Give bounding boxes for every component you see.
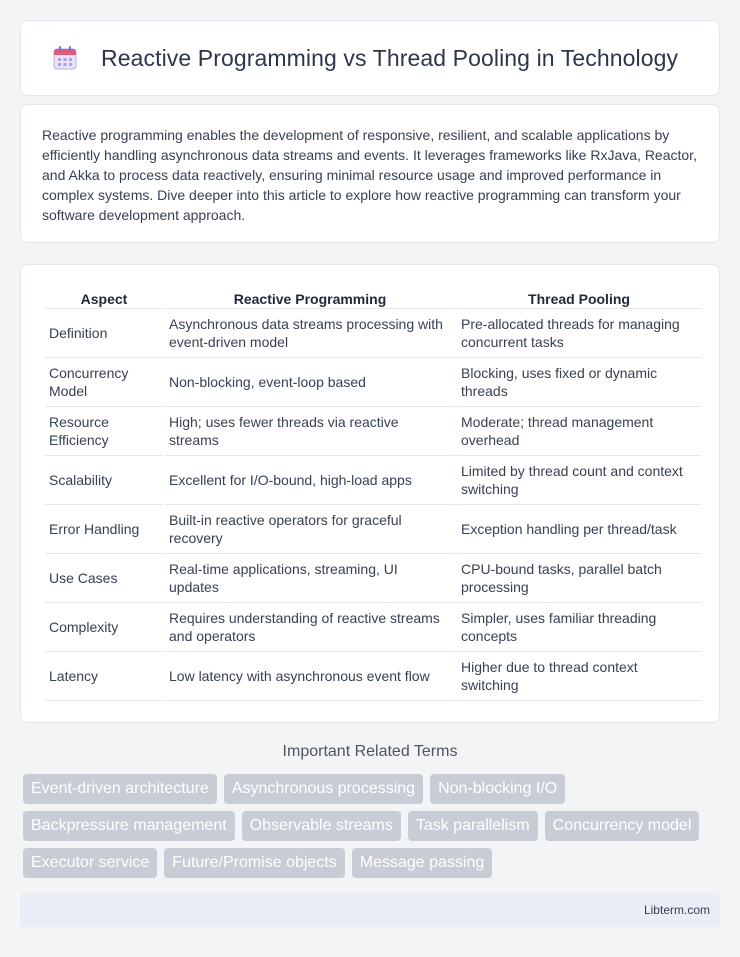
footer-site-link[interactable]: Libterm.com [643, 903, 710, 917]
tag-concurrency-model[interactable]: Concurrency model [545, 811, 700, 841]
table-header-row [45, 285, 701, 309]
tag-executor-service[interactable]: Executor service [23, 848, 157, 878]
table-row [45, 407, 701, 456]
header-thread-pooling: Thread Pooling [457, 285, 701, 309]
table-row [45, 603, 701, 652]
tag-row [23, 811, 723, 841]
tag-backpressure-management[interactable]: Backpressure management [23, 811, 235, 841]
header-reactive-programming: Reactive Programming [165, 285, 455, 309]
table-row [45, 456, 701, 505]
aspect-cell: Scalability [45, 456, 163, 505]
table-row [45, 309, 701, 358]
thread-pool-cell: Moderate; thread management overhead [457, 407, 701, 456]
header-aspect: Aspect [45, 285, 163, 309]
aspect-cell: Use Cases [45, 554, 163, 603]
aspect-cell: Definition [45, 309, 163, 358]
footer [20, 893, 720, 927]
reactive-cell: Low latency with asynchronous event flow [165, 652, 455, 701]
intro-text: Reactive programming enables the development of responsive, resilient, and scalable applications by efficiently handling asynchronous data streams and events. It leverages frameworks like RxJava, Reactor, and Akka to process data reactively, ensuring minimal resource usage and improved performance in complex systems. Dive deeper into this article to explore how reactive programming can transform your software development approach. [42, 127, 697, 223]
aspect-cell: Resource Efficiency [45, 407, 163, 456]
tag-row [23, 848, 723, 878]
tag-task-parallelism[interactable]: Task parallelism [408, 811, 538, 841]
aspect-cell: Complexity [45, 603, 163, 652]
thread-pool-cell: Exception handling per thread/task [457, 505, 701, 554]
calendar-icon [51, 44, 79, 72]
page-title: Reactive Programming vs Thread Pooling in Technology [101, 44, 679, 71]
reactive-cell: Real-time applications, streaming, UI updates [165, 554, 455, 603]
tag-asynchronous-processing[interactable]: Asynchronous processing [224, 774, 423, 804]
table-row [45, 358, 701, 407]
reactive-cell: Asynchronous data streams processing with event-driven model [165, 309, 455, 358]
aspect-cell: Latency [45, 652, 163, 701]
header-card [20, 20, 720, 96]
aspect-cell: Concurrency Model [45, 358, 163, 407]
tag-event-driven-architecture[interactable]: Event-driven architecture [23, 774, 217, 804]
intro-card [20, 104, 720, 243]
tag-non-blocking-io[interactable]: Non-blocking I/O [430, 774, 565, 804]
table-row [45, 554, 701, 603]
reactive-cell: Built-in reactive operators for graceful recovery [165, 505, 455, 554]
reactive-cell: High; uses fewer threads via reactive streams [165, 407, 455, 456]
comparison-table [43, 285, 703, 701]
reactive-cell: Non-blocking, event-loop based [165, 358, 455, 407]
thread-pool-cell: Blocking, uses fixed or dynamic threads [457, 358, 701, 407]
comparison-table-card [20, 264, 720, 723]
thread-pool-cell: Pre-allocated threads for managing concurrent tasks [457, 309, 701, 358]
tag-row [23, 774, 723, 804]
table-row [45, 652, 701, 701]
tag-future-promise-objects[interactable]: Future/Promise objects [164, 848, 345, 878]
tag-message-passing[interactable]: Message passing [352, 848, 493, 878]
related-terms-tags [23, 774, 723, 885]
tag-observable-streams[interactable]: Observable streams [242, 811, 401, 841]
table-row [45, 505, 701, 554]
thread-pool-cell: Limited by thread count and context switching [457, 456, 701, 505]
thread-pool-cell: Higher due to thread context switching [457, 652, 701, 701]
related-terms-title: Important Related Terms [282, 743, 458, 760]
reactive-cell: Requires understanding of reactive streams and operators [165, 603, 455, 652]
aspect-cell: Error Handling [45, 505, 163, 554]
thread-pool-cell: CPU-bound tasks, parallel batch processing [457, 554, 701, 603]
thread-pool-cell: Simpler, uses familiar threading concepts [457, 603, 701, 652]
reactive-cell: Excellent for I/O-bound, high-load apps [165, 456, 455, 505]
